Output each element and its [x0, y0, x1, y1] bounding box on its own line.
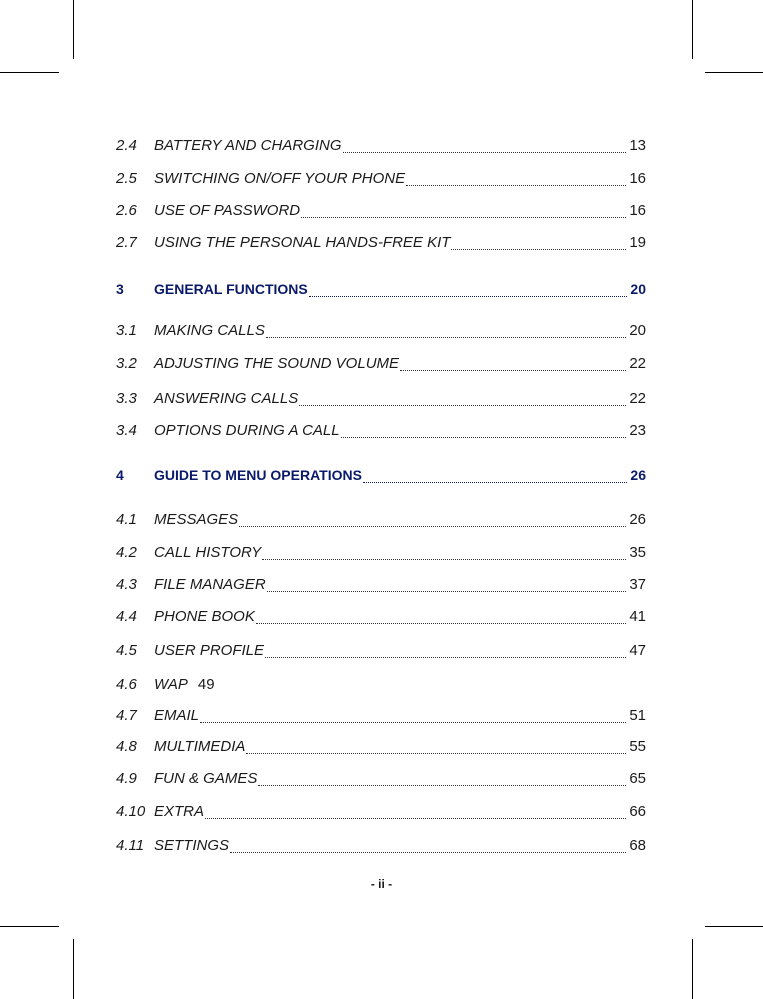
toc-entry-title: EXTRA [154, 803, 205, 820]
toc-section-entry[interactable] [116, 511, 646, 531]
toc-dot-leader [205, 818, 626, 819]
toc-entry-title: BATTERY AND CHARGING [154, 137, 342, 154]
toc-dot-leader [267, 591, 627, 592]
toc-entry-title: USE OF PASSWORD [154, 202, 301, 219]
crop-mark-top-right-vertical [692, 0, 693, 59]
toc-entry-number: 2.5 [116, 170, 137, 187]
toc-entry-title: FUN & GAMES [154, 770, 258, 787]
toc-entry-title: WAP [154, 676, 188, 693]
toc-entry-number: 3.1 [116, 322, 137, 339]
crop-mark-bottom-right-horizontal [705, 926, 763, 927]
toc-entry-page-number: 35 [629, 544, 646, 561]
page-footer-number: - ii - [370, 877, 393, 891]
toc-section-entry[interactable] [116, 355, 646, 375]
toc-entry-title: MESSAGES [154, 511, 239, 528]
toc-entry-title: ANSWERING CALLS [154, 390, 299, 407]
toc-entry-number: 3 [116, 281, 124, 297]
toc-entry-number: 2.4 [116, 137, 137, 154]
toc-entry-number: 2.6 [116, 202, 137, 219]
toc-entry-number: 3.4 [116, 422, 137, 439]
toc-entry-page-number: 20 [629, 322, 646, 339]
crop-mark-top-right-horizontal [705, 72, 763, 73]
toc-section-entry[interactable] [116, 390, 646, 410]
toc-entry-page-number: 49 [197, 676, 215, 693]
toc-entry-title: SWITCHING ON/OFF YOUR PHONE [154, 170, 406, 187]
toc-dot-leader [400, 370, 626, 371]
toc-entry-title: GENERAL FUNCTIONS [154, 281, 308, 297]
toc-dot-leader [200, 722, 626, 723]
toc-section-entry[interactable] [116, 202, 646, 222]
toc-entry-page-number: 16 [629, 202, 646, 219]
toc-entry-page-number: 68 [629, 837, 646, 854]
toc-entry-page-number: 66 [629, 803, 646, 820]
toc-entry-page-number: 37 [629, 576, 646, 593]
toc-entry-title: USING THE PERSONAL HANDS-FREE KIT [154, 234, 451, 251]
toc-entry-title: CALL HISTORY [154, 544, 262, 561]
toc-entry-title: ADJUSTING THE SOUND VOLUME [154, 355, 400, 372]
toc-entry-number: 4.6 [116, 676, 137, 693]
toc-dot-leader [341, 437, 627, 438]
toc-section-entry[interactable] [116, 576, 646, 596]
toc-section-entry[interactable] [116, 738, 646, 758]
toc-dot-leader [299, 405, 626, 406]
toc-entry-page-number: 26 [629, 511, 646, 528]
toc-dot-leader [239, 526, 626, 527]
toc-dot-leader [309, 296, 628, 297]
toc-entry-page-number: 22 [629, 355, 646, 372]
toc-section-entry[interactable] [116, 234, 646, 254]
toc-entry-number: 4.1 [116, 511, 137, 528]
toc-section-entry[interactable] [116, 608, 646, 628]
toc-entry-number: 2.7 [116, 234, 137, 251]
toc-entry-page-number: 13 [629, 137, 646, 154]
toc-chapter-entry[interactable] [116, 281, 646, 301]
toc-entry-number: 4.9 [116, 770, 137, 787]
toc-section-entry[interactable] [116, 803, 646, 823]
toc-entry-page-number: 16 [629, 170, 646, 187]
toc-entry-title: GUIDE TO MENU OPERATIONS [154, 467, 362, 483]
toc-entry-number: 4.2 [116, 544, 137, 561]
toc-entry-title: SETTINGS [154, 837, 230, 854]
crop-mark-top-left-horizontal [0, 72, 59, 73]
toc-entry-page-number: 55 [629, 738, 646, 755]
toc-section-entry[interactable] [116, 676, 646, 696]
toc-entry-title: MAKING CALLS [154, 322, 265, 339]
toc-chapter-entry[interactable] [116, 467, 646, 487]
toc-entry-page-number: 23 [629, 422, 646, 439]
toc-entry-page-number: 26 [630, 467, 646, 483]
toc-dot-leader [301, 217, 626, 218]
toc-entry-number: 3.2 [116, 355, 137, 372]
crop-mark-bottom-left-horizontal [0, 926, 59, 927]
toc-entry-number: 4 [116, 467, 124, 483]
toc-entry-page-number: 20 [630, 281, 646, 297]
toc-section-entry[interactable] [116, 837, 646, 857]
toc-section-entry[interactable] [116, 322, 646, 342]
toc-entry-number: 4.4 [116, 608, 137, 625]
toc-entry-title: OPTIONS DURING A CALL [154, 422, 340, 439]
toc-dot-leader [343, 152, 627, 153]
toc-section-entry[interactable] [116, 544, 646, 564]
toc-entry-page-number: 51 [629, 707, 646, 724]
toc-section-entry[interactable] [116, 170, 646, 190]
crop-mark-top-left-vertical [73, 0, 74, 59]
toc-entry-page-number: 47 [629, 642, 646, 659]
toc-entry-number: 3.3 [116, 390, 137, 407]
toc-entry-title: EMAIL [154, 707, 200, 724]
toc-section-entry[interactable] [116, 770, 646, 790]
toc-entry-number: 4.8 [116, 738, 137, 755]
toc-entry-number: 4.5 [116, 642, 137, 659]
toc-dot-leader [363, 482, 627, 483]
toc-dot-leader [451, 249, 626, 250]
toc-dot-leader [406, 185, 626, 186]
toc-dot-leader [262, 559, 626, 560]
toc-entry-number: 4.7 [116, 707, 137, 724]
toc-dot-leader [256, 623, 626, 624]
toc-entry-number: 4.11 [116, 837, 145, 854]
toc-entry-page-number: 22 [629, 390, 646, 407]
toc-entry-title: MULTIMEDIA [154, 738, 246, 755]
toc-section-entry[interactable] [116, 137, 646, 157]
toc-dot-leader [230, 852, 626, 853]
crop-mark-bottom-right-vertical [692, 939, 693, 999]
toc-entry-page-number: 41 [629, 608, 646, 625]
toc-dot-leader [265, 657, 626, 658]
toc-entry-number: 4.3 [116, 576, 137, 593]
toc-dot-leader [246, 753, 626, 754]
toc-entry-title: PHONE BOOK [154, 608, 255, 625]
toc-section-entry[interactable] [116, 707, 646, 727]
toc-entry-page-number: 65 [629, 770, 646, 787]
toc-entry-page-number: 19 [629, 234, 646, 251]
toc-section-entry[interactable] [116, 642, 646, 662]
toc-entry-number: 4.10 [116, 803, 146, 820]
toc-section-entry[interactable] [116, 422, 646, 442]
toc-dot-leader [266, 337, 626, 338]
toc-entry-title: USER PROFILE [154, 642, 265, 659]
crop-mark-bottom-left-vertical [73, 939, 74, 999]
toc-dot-leader [258, 785, 626, 786]
toc-entry-title: FILE MANAGER [154, 576, 266, 593]
